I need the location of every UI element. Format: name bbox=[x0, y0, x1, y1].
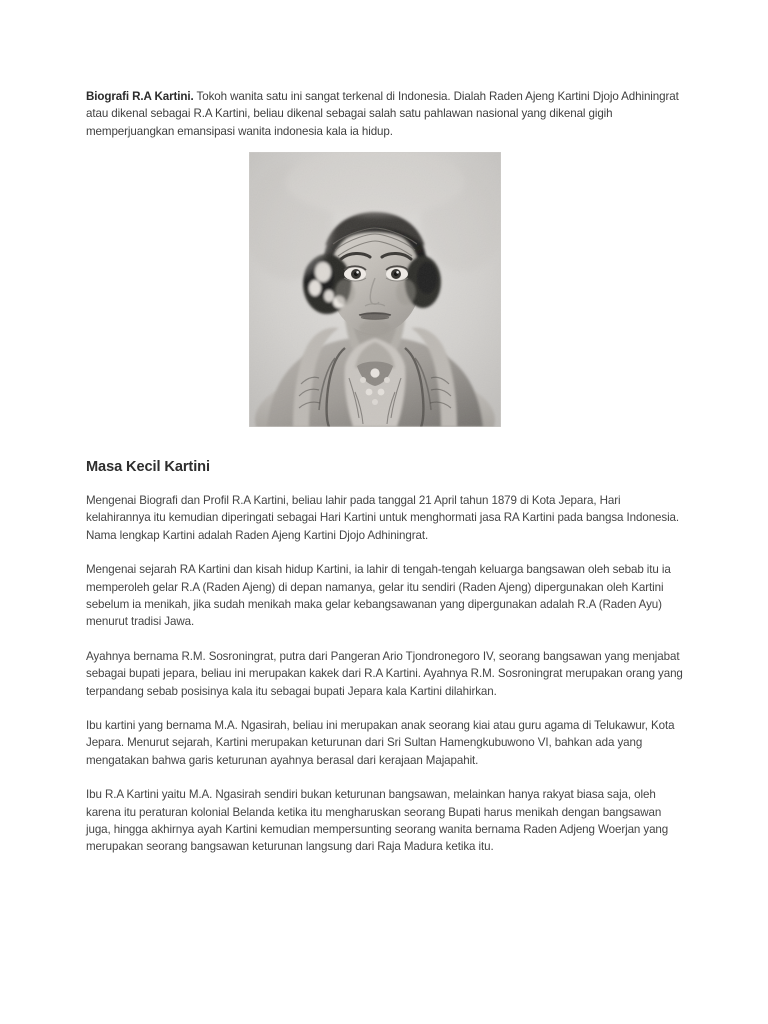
portrait-photograph-icon bbox=[249, 152, 501, 427]
section-heading: Masa Kecil Kartini bbox=[86, 458, 210, 475]
portrait-figure bbox=[86, 152, 684, 427]
body-paragraph-2: Mengenai sejarah RA Kartini dan kisah hidup Kartini, ia lahir di tengah-tengah keluarga bangsawan oleh sebab itu ia memperoleh gelar R.A (Raden Ajeng) di depan namanya, gelar itu sendiri (Raden Ajeng) dipergunakan oleh Kartini sebelum ia menikah, jika sudah menikah maka gelar kebangsawanan yang dipergunakan adalah R.A (Raden Ayu) menurut tradisi Jawa. bbox=[86, 563, 671, 629]
portrait-photograph bbox=[249, 152, 501, 427]
body-paragraph-5: Ibu R.A Kartini yaitu M.A. Ngasirah sendiri bukan keturunan bangsawan, melainkan hanya rakyat biasa saja, oleh karena itu peraturan kolonial Belanda ketika itu mengharuskan seorang Bupati harus menikah dengan bangsawan juga, hingga akhirnya ayah Kartini kemudian mempersunting seorang wanita bernama Raden Adjeng Woerjan yang merupakan seorang bangsawan keturunan langsung dari Raja Madura ketika itu. bbox=[86, 788, 669, 854]
intro-body-text: Tokoh wanita satu ini sangat terkenal di Indonesia. Dialah Raden Ajeng Kartini Djojo Adhiningrat atau dikenal sebagai R.A Kartini, beliau dikenal sebagai salah satu pahlawan nasional yang dikenal gigih memperjuangkan emansipasi wanita indonesia kala ia hidup. bbox=[86, 90, 679, 138]
body-paragraph-1: Mengenai Biografi dan Profil R.A Kartini, beliau lahir pada tanggal 21 April tahun 1879 di Kota Jepara, Hari kelahirannya itu kemudian diperingati sebagai Hari Kartini untuk menghormati jasa RA Kartini pada bangsa Indonesia. Nama lengkap Kartini adalah Raden Ajeng Kartini Djojo Adhiningrat. bbox=[86, 493, 680, 542]
intro-lead-title: Biografi R.A Kartini. bbox=[86, 90, 194, 103]
intro-paragraph bbox=[86, 88, 684, 140]
body-paragraph-4: Ibu kartini yang bernama M.A. Ngasirah, beliau ini merupakan anak seorang kiai atau guru agama di Telukawur, Kota Jepara. Menurut sejarah, Kartini merupakan keturunan dari Sri Sultan Hamengkubuwono VI, bahkan ada yang mengatakan bahwa garis keturunan ayahnya berasal dari kerajaan Majapahit. bbox=[86, 718, 675, 767]
body-paragraph-3: Ayahnya bernama R.M. Sosroningrat, putra dari Pangeran Ario Tjondronegoro IV, seorang bangsawan yang menjabat sebagai bupati jepara, beliau ini merupakan kakek dari R.A Kartini. Ayahnya R.M. Sosroningrat merupakan orang yang terpandang sebab posisinya kala itu sebagai bupati Jepara kala Kartini dilahirkan. bbox=[86, 649, 683, 698]
